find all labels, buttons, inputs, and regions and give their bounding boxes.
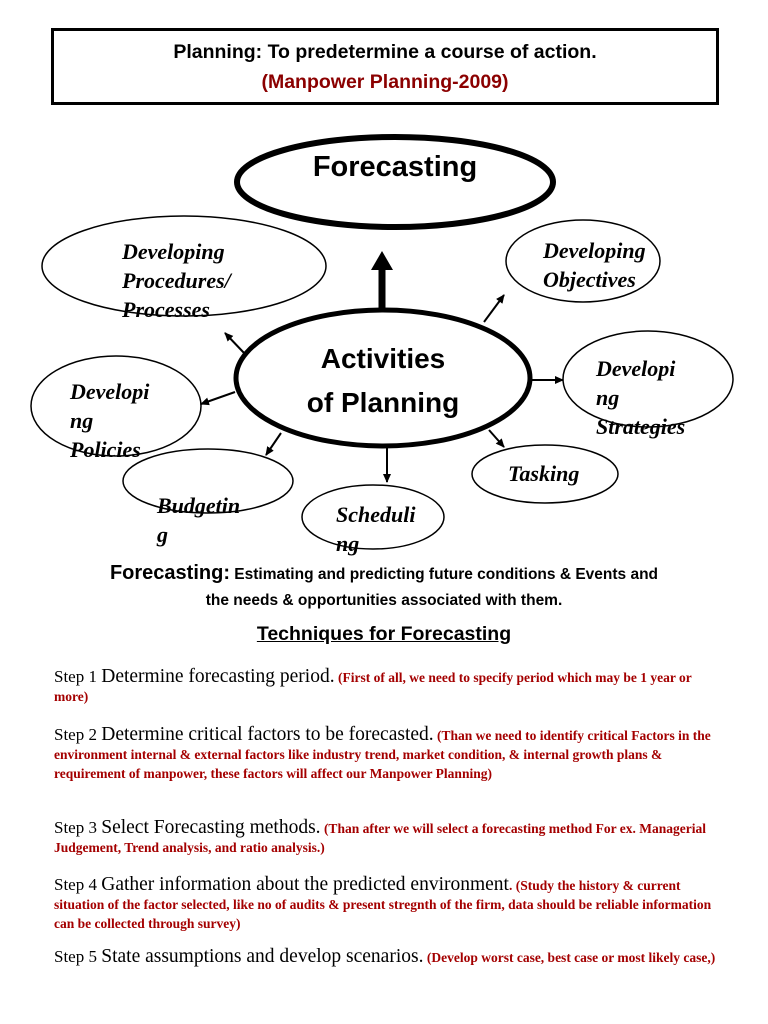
step-note: . (Study the history & current situation of the factor selected, like no of audits & present stregnth of the firm, data should be reliable information can be collected through survey) — [54, 878, 712, 931]
forecasting-label: Forecasting — [312, 151, 478, 183]
strategies-line3: Strategies — [596, 414, 686, 439]
procedures-label — [122, 237, 231, 324]
page-title: Planning: To predetermine a course of action. — [173, 41, 597, 63]
definition-line1 — [20, 560, 748, 588]
budgeting-label — [157, 491, 240, 549]
definition-text1: Estimating and predicting future conditions & Events and — [230, 566, 659, 583]
step-2 — [54, 725, 718, 783]
objectives-line1: Developing — [543, 238, 646, 263]
step-3 — [54, 818, 718, 857]
tasking-label: Tasking — [508, 461, 580, 486]
arrow-head-forecasting — [371, 251, 393, 270]
objectives-line2: Objectives — [543, 267, 636, 292]
step-title: Select Forecasting methods. — [101, 817, 321, 838]
arrow-to-tasking — [489, 430, 504, 447]
budgeting-line1: Budgetin — [157, 493, 241, 518]
strategies-label — [596, 354, 685, 441]
scheduling-label — [336, 500, 415, 558]
activities-line1: Activities — [320, 343, 446, 374]
procedures-line1: Developing — [122, 239, 225, 264]
arrow-to-procedures — [225, 333, 245, 354]
strategies-line2: ng — [596, 385, 620, 410]
activities-label — [263, 337, 503, 425]
policies-line3: Policies — [70, 437, 141, 462]
step-4 — [54, 875, 718, 933]
techniques-heading: Techniques for Forecasting — [256, 623, 512, 645]
arrow-to-policies — [201, 392, 235, 404]
step-note: (Develop worst case, best case or most likely case,) — [423, 950, 716, 965]
step-note: (Than we need to identify critical Factors in the environment internal & external factors like industry trend, market condition, & internal growth plans & requirement of manpower, these factors will affect our Manpower Planning) — [54, 728, 711, 781]
objectives-label — [543, 236, 646, 294]
forecasting-definition — [20, 560, 748, 614]
step-label: Step 3 — [54, 818, 102, 837]
step-title: State assumptions and develop scenarios. — [101, 946, 424, 967]
activities-line2: of Planning — [306, 387, 460, 418]
policies-line2: ng — [70, 408, 94, 433]
step-note: (Than after we will select a forecasting method For ex. Managerial Judgement, Trend analysis, and ratio analysis.) — [54, 821, 706, 855]
step-label: Step 1 — [54, 667, 102, 686]
arrow-to-objectives — [484, 295, 504, 322]
procedures-line3: Processes — [122, 297, 210, 322]
step-note: (First of all, we need to specify period which may be 1 year or more) — [54, 670, 692, 704]
step-1 — [54, 667, 718, 706]
page-subtitle: (Manpower Planning-2009) — [261, 71, 509, 93]
strategies-line1: Developi — [596, 356, 676, 381]
definition-term: Forecasting: — [109, 562, 230, 584]
step-title: Gather information about the predicted environment — [101, 874, 509, 895]
scheduling-line2: ng — [336, 531, 360, 556]
step-title: Determine critical factors to be forecasted. — [101, 724, 434, 745]
scheduling-line1: Scheduli — [336, 502, 416, 527]
procedures-line2: Procedures/ — [122, 268, 231, 293]
step-label: Step 5 — [54, 947, 102, 966]
step-label: Step 4 — [54, 875, 102, 894]
step-label: Step 2 — [54, 725, 102, 744]
budgeting-line2: g — [157, 522, 168, 547]
policies-line1: Developi — [70, 379, 150, 404]
arrow-to-budgeting — [266, 433, 281, 455]
step-title: Determine forecasting period. — [101, 666, 335, 687]
definition-line2: the needs & opportunities associated with them. — [205, 592, 563, 609]
policies-label — [70, 377, 149, 464]
step-5 — [54, 947, 718, 967]
